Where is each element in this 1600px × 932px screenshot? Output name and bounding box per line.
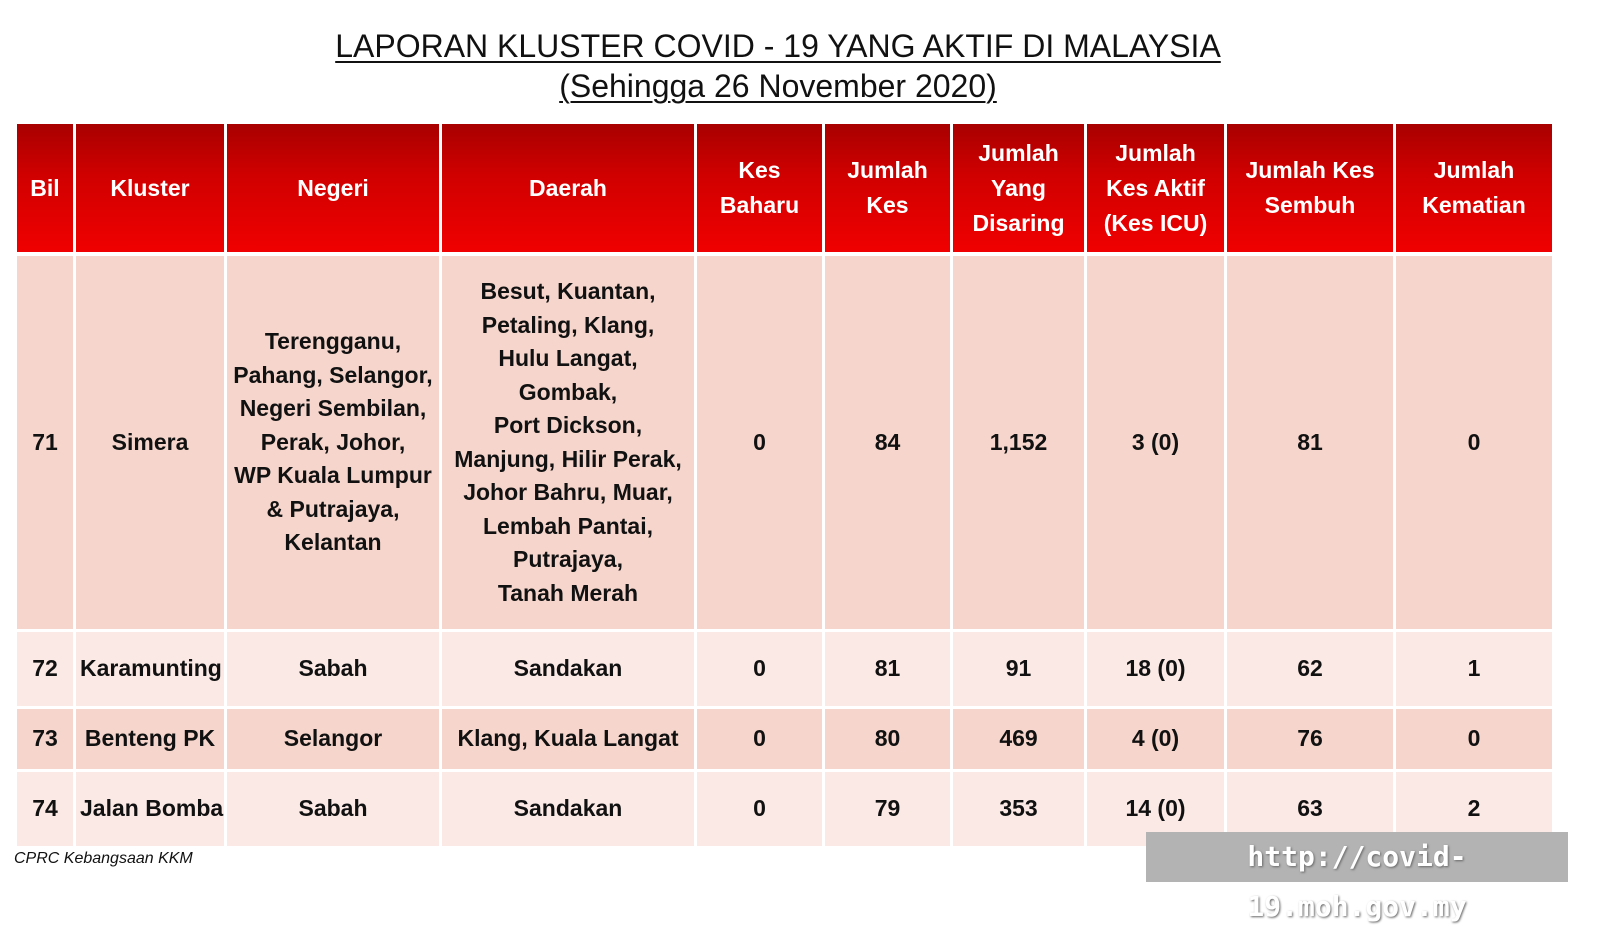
cell-daerah: Sandakan: [442, 772, 694, 849]
cell-kes-baharu: 0: [697, 632, 822, 709]
cell-negeri: Sabah: [227, 772, 439, 849]
cell-jumlah-kes: 80: [825, 709, 950, 772]
cell-kematian: 1: [1396, 632, 1552, 709]
cell-kluster: Benteng PK: [76, 709, 224, 772]
source-credit: CPRC Kebangsaan KKM: [14, 850, 193, 867]
cell-jumlah-disaring: 1,152: [953, 256, 1084, 632]
report-title: [0, 26, 1556, 106]
cell-kluster: Karamunting: [76, 632, 224, 709]
table-row: [17, 709, 1552, 772]
header-kes-aktif: Jumlah Kes Aktif (Kes ICU): [1087, 124, 1224, 256]
cluster-table: [14, 124, 1555, 849]
cell-jumlah-kes: 84: [825, 256, 950, 632]
cell-kluster: Simera: [76, 256, 224, 632]
table-row: [17, 632, 1552, 709]
cell-negeri: Terengganu, Pahang, Selangor, Negeri Sembilan, Perak, Johor, WP Kuala Lumpur & Putrajaya, Kelantan: [227, 256, 439, 632]
header-kematian: Jumlah Kematian: [1396, 124, 1552, 256]
cell-kematian: 0: [1396, 256, 1552, 632]
cell-jumlah-kes: 81: [825, 632, 950, 709]
cell-jumlah-disaring: 469: [953, 709, 1084, 772]
header-kluster: Kluster: [76, 124, 224, 256]
cell-kes-baharu: 0: [697, 256, 822, 632]
cell-bil: 73: [17, 709, 73, 772]
header-kes-baharu: Kes Baharu: [697, 124, 822, 256]
table-row: [17, 256, 1552, 632]
cell-kes-sembuh: 62: [1227, 632, 1393, 709]
cell-kes-sembuh: 63: [1227, 772, 1393, 849]
cell-negeri: Selangor: [227, 709, 439, 772]
cell-kes-sembuh: 81: [1227, 256, 1393, 632]
cell-jumlah-disaring: 353: [953, 772, 1084, 849]
header-kes-sembuh: Jumlah Kes Sembuh: [1227, 124, 1393, 256]
cell-kes-baharu: 0: [697, 772, 822, 849]
title-line-1: LAPORAN KLUSTER COVID - 19 YANG AKTIF DI MALAYSIA: [335, 28, 1221, 64]
header-jumlah-disaring: Jumlah Yang Disaring: [953, 124, 1084, 256]
header-bil: Bil: [17, 124, 73, 256]
header-daerah: Daerah: [442, 124, 694, 256]
cell-daerah: Sandakan: [442, 632, 694, 709]
cell-bil: 72: [17, 632, 73, 709]
header-jumlah-kes: Jumlah Kes: [825, 124, 950, 256]
cell-kematian: 2: [1396, 772, 1552, 849]
cell-bil: 74: [17, 772, 73, 849]
cell-kluster: Jalan Bomba: [76, 772, 224, 849]
cell-kes-aktif: 3 (0): [1087, 256, 1224, 632]
table-header-row: [17, 124, 1552, 256]
cell-kes-sembuh: 76: [1227, 709, 1393, 772]
cell-bil: 71: [17, 256, 73, 632]
cell-kes-aktif: 4 (0): [1087, 709, 1224, 772]
cell-jumlah-kes: 79: [825, 772, 950, 849]
title-line-2: (Sehingga 26 November 2020): [559, 68, 997, 104]
website-url-watermark: http://covid-19.moh.gov.my: [1146, 832, 1568, 882]
header-negeri: Negeri: [227, 124, 439, 256]
cell-negeri: Sabah: [227, 632, 439, 709]
cell-daerah: Besut, Kuantan, Petaling, Klang, Hulu Langat, Gombak, Port Dickson, Manjung, Hilir Perak, Johor Bahru, Muar, Lembah Pantai, Putrajaya, Tanah Merah: [442, 256, 694, 632]
cell-kematian: 0: [1396, 709, 1552, 772]
cell-kes-baharu: 0: [697, 709, 822, 772]
cell-kes-aktif: 14 (0): [1087, 772, 1224, 849]
cell-daerah: Klang, Kuala Langat: [442, 709, 694, 772]
cell-kes-aktif: 18 (0): [1087, 632, 1224, 709]
cell-jumlah-disaring: 91: [953, 632, 1084, 709]
